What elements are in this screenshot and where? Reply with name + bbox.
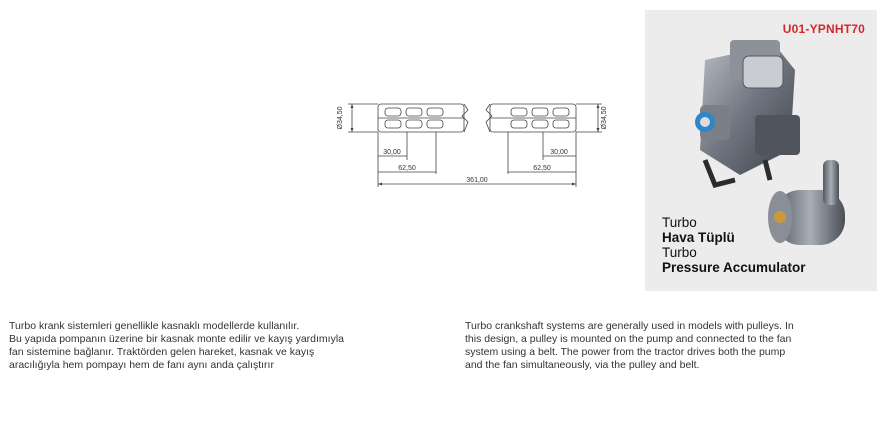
- english-line-4: and the fan simultaneously, via the pulley and belt.: [465, 359, 700, 371]
- spline-left-label: 30,00: [383, 149, 401, 156]
- turkish-description: [9, 320, 449, 372]
- accumulator-label-line-4: Pressure Accumulator: [662, 260, 806, 275]
- turkish-line-2: Bu yapıda pompanın üzerine bir kasnak monte edilir ve kayış yardımıyla: [9, 333, 345, 345]
- diameter-right-label: Ø34,50: [601, 106, 608, 130]
- product-card: [645, 10, 877, 291]
- accumulator-label-line-1: Turbo: [662, 215, 697, 230]
- english-line-1: Turbo crankshaft systems are generally used in models with pulleys. In: [465, 320, 794, 332]
- turkish-line-3: fan sistemine bağlanır. Traktörden gelen hareket, kasnak ve kayış: [9, 346, 315, 358]
- turkish-line-4: aracılığıyla hem pompayı hem de fanı aynı anda çalıştırır: [9, 359, 274, 371]
- accumulator-label-line-3: Turbo: [662, 245, 697, 260]
- shank-left-label: 62,50: [398, 165, 416, 172]
- shank-right-label: 62,50: [533, 165, 551, 172]
- product-code: U01-YPNHT70: [782, 22, 865, 36]
- turkish-line-1: Turbo krank sistemleri genellikle kasnaklı modellerde kullanılır.: [9, 320, 300, 332]
- pto-shaft-drawing: [330, 92, 620, 192]
- diameter-left-label: Ø34,50: [337, 106, 344, 130]
- english-line-2: this design, a pulley is mounted on the pump and connected to the fan: [465, 333, 792, 345]
- accumulator-label-line-2: Hava Tüplü: [662, 230, 735, 245]
- accumulator-label: [662, 215, 806, 275]
- overall-length-label: 361,00: [466, 177, 488, 184]
- english-line-3: system using a belt. The power from the tractor drives both the pump: [465, 346, 786, 358]
- english-description: [465, 320, 880, 372]
- spline-right-label: 30,00: [550, 149, 568, 156]
